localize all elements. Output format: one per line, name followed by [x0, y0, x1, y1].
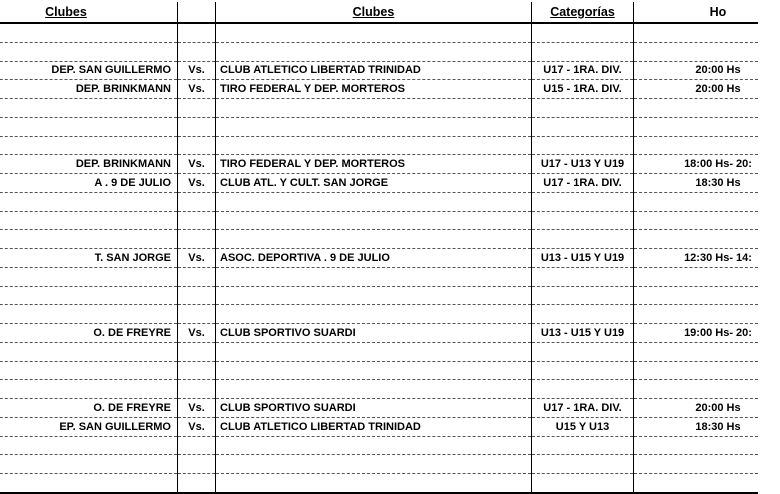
- time-cell: [634, 474, 759, 493]
- category-text: U17 - 1RA. DIV.: [543, 176, 622, 189]
- vs-cell: [178, 267, 216, 286]
- club-away-cell: [216, 399, 532, 418]
- time-cell: [634, 380, 759, 399]
- vs-text: Vs.: [188, 83, 205, 96]
- header-row: [0, 2, 758, 23]
- club-home-cell: [0, 455, 178, 474]
- club-away-text: CLUB SPORTIVO SUARDI: [220, 401, 356, 414]
- category-cell: [532, 380, 634, 399]
- club-home-cell: [0, 174, 178, 193]
- time-cell: [634, 305, 759, 324]
- table-row: [0, 174, 758, 193]
- category-cell: [532, 42, 634, 61]
- club-home-text: EP. SAN GUILLERMO: [59, 420, 171, 433]
- vs-cell: [178, 361, 216, 380]
- club-away-cell: [216, 361, 532, 380]
- club-home-cell: [0, 42, 178, 61]
- category-cell: [532, 136, 634, 155]
- table-row: [0, 117, 758, 136]
- header-clubes-left: Clubes: [0, 2, 178, 23]
- vs-cell: [178, 117, 216, 136]
- club-away-text: ASOC. DEPORTIVA . 9 DE JULIO: [220, 251, 390, 264]
- vs-cell: [178, 61, 216, 80]
- table-row: [0, 155, 758, 174]
- header-vs: [178, 2, 216, 23]
- table-row: [0, 305, 758, 324]
- vs-cell: [178, 286, 216, 305]
- club-away-cell: [216, 42, 532, 61]
- club-home-cell: [0, 474, 178, 493]
- table-row: [0, 474, 758, 493]
- vs-cell: [178, 42, 216, 61]
- vs-cell: [178, 380, 216, 399]
- club-away-text: CLUB ATLETICO LIBERTAD TRINIDAD: [220, 64, 421, 77]
- vs-cell: [178, 99, 216, 118]
- club-home-text: T. SAN JORGE: [94, 251, 171, 264]
- table-row: [0, 23, 758, 42]
- vs-text: Vs.: [188, 401, 205, 414]
- category-text: U15 Y U13: [555, 420, 610, 433]
- time-text: 20:00 Hs: [695, 401, 741, 414]
- header-categorias: Categorías: [532, 2, 634, 23]
- category-cell: [532, 324, 634, 343]
- club-away-cell: [216, 267, 532, 286]
- vs-cell: [178, 342, 216, 361]
- time-cell: [634, 342, 759, 361]
- club-home-cell: [0, 211, 178, 230]
- table-row: [0, 42, 758, 61]
- vs-cell: [178, 455, 216, 474]
- category-cell: [532, 61, 634, 80]
- header-clubes-right: Clubes: [216, 2, 532, 23]
- vs-cell: [178, 230, 216, 249]
- table-row: [0, 61, 758, 80]
- table-row: [0, 192, 758, 211]
- header-horario: Ho: [634, 2, 759, 23]
- club-away-cell: [216, 99, 532, 118]
- time-cell: [634, 61, 759, 80]
- club-away-cell: [216, 249, 532, 268]
- category-text: U13 - U15 Y U19: [540, 251, 625, 264]
- category-text: U13 - U15 Y U19: [540, 326, 625, 339]
- time-cell: [634, 117, 759, 136]
- club-home-cell: [0, 361, 178, 380]
- time-cell: [634, 417, 759, 436]
- time-cell: [634, 267, 759, 286]
- club-away-text: CLUB ATL. Y CULT. SAN JORGE: [220, 176, 389, 189]
- time-text: 18:30 Hs: [695, 176, 741, 189]
- club-away-text: CLUB SPORTIVO SUARDI: [220, 326, 356, 339]
- category-cell: [532, 267, 634, 286]
- time-cell: [634, 230, 759, 249]
- club-away-cell: [216, 80, 532, 99]
- time-text: 18:00 Hs- 20:: [684, 158, 752, 171]
- time-cell: [634, 324, 759, 343]
- category-cell: [532, 174, 634, 193]
- club-away-cell: [216, 474, 532, 493]
- club-away-cell: [216, 23, 532, 42]
- table-row: [0, 136, 758, 155]
- club-home-cell: [0, 61, 178, 80]
- club-home-cell: [0, 23, 178, 42]
- vs-text: Vs.: [188, 326, 205, 339]
- time-cell: [634, 436, 759, 455]
- vs-cell: [178, 305, 216, 324]
- time-cell: [634, 174, 759, 193]
- time-text: 18:30 Hs: [695, 420, 741, 433]
- category-cell: [532, 305, 634, 324]
- category-cell: [532, 80, 634, 99]
- category-text: U17 - U13 Y U19: [540, 158, 625, 171]
- table-row: [0, 361, 758, 380]
- table-row: [0, 230, 758, 249]
- vs-cell: [178, 417, 216, 436]
- category-cell: [532, 342, 634, 361]
- time-cell: [634, 249, 759, 268]
- table-row: [0, 99, 758, 118]
- club-away-cell: [216, 192, 532, 211]
- club-away-cell: [216, 211, 532, 230]
- time-cell: [634, 80, 759, 99]
- category-cell: [532, 436, 634, 455]
- vs-cell: [178, 474, 216, 493]
- category-cell: [532, 286, 634, 305]
- table-row: [0, 455, 758, 474]
- club-home-cell: [0, 380, 178, 399]
- vs-text: Vs.: [188, 176, 205, 189]
- table-row: [0, 380, 758, 399]
- club-away-cell: [216, 230, 532, 249]
- club-home-cell: [0, 267, 178, 286]
- club-away-text: CLUB ATLETICO LIBERTAD TRINIDAD: [220, 420, 421, 433]
- category-text: U15 - 1RA. DIV.: [543, 83, 622, 96]
- club-home-cell: [0, 436, 178, 455]
- vs-cell: [178, 23, 216, 42]
- category-cell: [532, 249, 634, 268]
- fixture-table: [0, 2, 758, 494]
- vs-cell: [178, 192, 216, 211]
- club-away-cell: [216, 380, 532, 399]
- table-row: [0, 80, 758, 99]
- table-row: [0, 436, 758, 455]
- club-away-cell: [216, 305, 532, 324]
- club-home-cell: [0, 342, 178, 361]
- vs-cell: [178, 80, 216, 99]
- time-cell: [634, 286, 759, 305]
- vs-cell: [178, 136, 216, 155]
- table-row: [0, 249, 758, 268]
- club-home-text: DEP. BRINKMANN: [75, 158, 171, 171]
- time-cell: [634, 192, 759, 211]
- category-cell: [532, 455, 634, 474]
- time-cell: [634, 399, 759, 418]
- category-cell: [532, 23, 634, 42]
- club-away-text: TIRO FEDERAL Y DEP. MORTEROS: [220, 83, 405, 96]
- time-cell: [634, 455, 759, 474]
- club-home-cell: [0, 286, 178, 305]
- club-home-text: O. DE FREYRE: [93, 401, 171, 414]
- time-text: 12:30 Hs- 14:: [684, 251, 752, 264]
- club-home-cell: [0, 417, 178, 436]
- club-home-cell: [0, 249, 178, 268]
- club-home-text: O. DE FREYRE: [93, 326, 171, 339]
- vs-text: Vs.: [188, 64, 205, 77]
- category-cell: [532, 211, 634, 230]
- table-row: [0, 417, 758, 436]
- category-cell: [532, 361, 634, 380]
- vs-text: Vs.: [188, 420, 205, 433]
- club-home-text: A . 9 DE JULIO: [94, 176, 171, 189]
- club-home-cell: [0, 99, 178, 118]
- table-row: [0, 324, 758, 343]
- club-away-cell: [216, 286, 532, 305]
- time-cell: [634, 211, 759, 230]
- time-text: 20:00 Hs: [695, 64, 741, 77]
- club-home-cell: [0, 399, 178, 418]
- club-home-cell: [0, 155, 178, 174]
- club-away-cell: [216, 174, 532, 193]
- club-away-cell: [216, 342, 532, 361]
- vs-cell: [178, 436, 216, 455]
- category-cell: [532, 155, 634, 174]
- vs-text: Vs.: [188, 251, 205, 264]
- category-cell: [532, 117, 634, 136]
- vs-cell: [178, 174, 216, 193]
- club-away-cell: [216, 417, 532, 436]
- table-row: [0, 399, 758, 418]
- table-row: [0, 286, 758, 305]
- vs-cell: [178, 211, 216, 230]
- category-cell: [532, 230, 634, 249]
- table-row: [0, 342, 758, 361]
- club-away-cell: [216, 436, 532, 455]
- club-away-text: TIRO FEDERAL Y DEP. MORTEROS: [220, 158, 405, 171]
- club-home-cell: [0, 80, 178, 99]
- vs-cell: [178, 155, 216, 174]
- time-cell: [634, 42, 759, 61]
- category-cell: [532, 417, 634, 436]
- vs-cell: [178, 324, 216, 343]
- category-text: U17 - 1RA. DIV.: [543, 401, 622, 414]
- time-cell: [634, 23, 759, 42]
- club-home-cell: [0, 324, 178, 343]
- category-text: U17 - 1RA. DIV.: [543, 64, 622, 77]
- club-home-cell: [0, 192, 178, 211]
- table-row: [0, 211, 758, 230]
- vs-cell: [178, 399, 216, 418]
- club-home-text: DEP. BRINKMANN: [75, 83, 171, 96]
- club-home-cell: [0, 230, 178, 249]
- club-home-cell: [0, 117, 178, 136]
- club-home-text: DEP. SAN GUILLERMO: [51, 64, 171, 77]
- time-cell: [634, 361, 759, 380]
- time-cell: [634, 136, 759, 155]
- club-away-cell: [216, 155, 532, 174]
- time-cell: [634, 99, 759, 118]
- club-away-cell: [216, 455, 532, 474]
- club-home-cell: [0, 136, 178, 155]
- category-cell: [532, 474, 634, 493]
- table-row: [0, 267, 758, 286]
- club-away-cell: [216, 136, 532, 155]
- category-cell: [532, 192, 634, 211]
- club-home-cell: [0, 305, 178, 324]
- club-away-cell: [216, 324, 532, 343]
- club-away-cell: [216, 117, 532, 136]
- vs-cell: [178, 249, 216, 268]
- category-cell: [532, 99, 634, 118]
- vs-text: Vs.: [188, 158, 205, 171]
- time-text: 20:00 Hs: [695, 83, 741, 96]
- club-away-cell: [216, 61, 532, 80]
- time-cell: [634, 155, 759, 174]
- category-cell: [532, 399, 634, 418]
- time-text: 19:00 Hs- 20:: [684, 326, 752, 339]
